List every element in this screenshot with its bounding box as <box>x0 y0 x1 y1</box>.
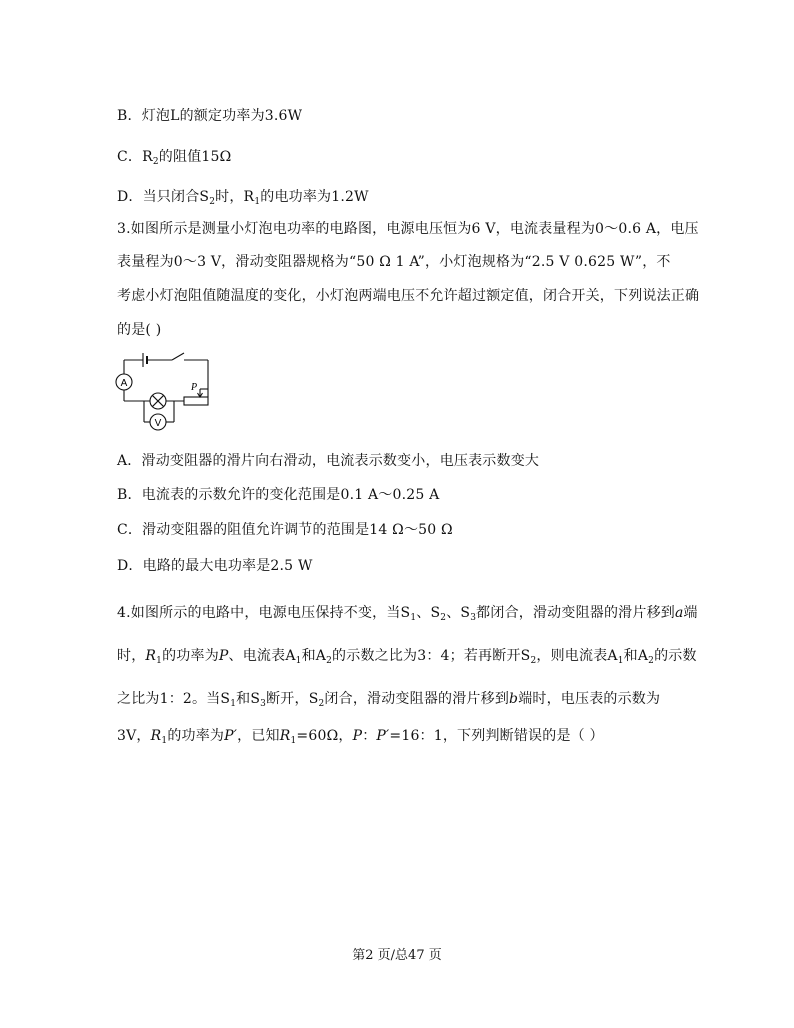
ammeter-label: A <box>120 378 128 389</box>
q4-l2-t6: ，则电流表A <box>536 648 618 664</box>
q3-stem-line-1: 3.如图所示是测量小灯泡电功率的电路图，电源电压恒为6 V，电流表量程为0～0.6 A，电压 <box>117 221 699 237</box>
q4-l4-t4: =60Ω， <box>296 728 353 744</box>
switch-blade <box>172 353 184 360</box>
q4-l3-t2: 和S <box>236 691 261 707</box>
q4-l2-ss: 2 <box>530 656 537 666</box>
q4-l2-p: P <box>218 648 229 664</box>
q2-option-c <box>117 148 231 166</box>
q2-option-b <box>117 107 302 125</box>
q4-l3-s2: 2 <box>318 699 325 709</box>
q4-l1-a: a <box>674 605 684 621</box>
q4-l1-s1: 1 <box>410 613 417 623</box>
page-footer: 第2 页/总47 页 <box>352 948 442 963</box>
q2-option-d-mid: 时，R <box>215 189 255 205</box>
q3-option-c: C．滑动变阻器的阻值允许调节的范围是14 Ω～50 Ω <box>117 522 453 538</box>
q2-option-c-pre: C．R <box>117 149 153 165</box>
q4-l2-as2: 2 <box>326 656 333 666</box>
q4-l2-t3: 、电流表A <box>228 648 296 664</box>
q4-l1-s2: 2 <box>440 613 447 623</box>
q4-l1-t5: 端 <box>683 605 698 621</box>
q4-l3-s3: 3 <box>260 699 267 709</box>
q4-l4-t6: =16：1，下列判断错误的是（ ） <box>389 728 604 744</box>
q2-option-c-post: 的阻值15Ω <box>158 149 232 165</box>
q4-l4-r2: R <box>279 728 291 744</box>
q4-l1-t1: 4.如图所示的电路中，电源电压保持不变，当S <box>117 605 411 621</box>
q4-l2-t1: 时， <box>117 648 146 664</box>
q4-l1-t3: 、S <box>446 605 471 621</box>
q4-l2-t8: 的示数 <box>654 648 697 664</box>
circuit-diagram <box>112 348 216 434</box>
q4-l2-r: R <box>145 648 157 664</box>
q3-stem-line-3: 考虑小灯泡阻值随温度的变化，小灯泡两端电压不允许超过额定值，闭合开关，下列说法正确 <box>117 288 700 304</box>
q4-l3-t5: 端时，电压表的示数为 <box>518 691 661 707</box>
voltmeter-label: V <box>154 418 162 429</box>
q4-l2-as3: 1 <box>617 656 624 666</box>
q4-l3-t4: 闭合，滑动变阻器的滑片移到 <box>324 691 510 707</box>
q4-l4-t3: ，已知 <box>237 728 280 744</box>
q3-option-a: A．滑动变阻器的滑片向右滑动，电流表示数变小，电压表示数变大 <box>117 453 540 469</box>
q4-l2-rs: 1 <box>156 656 163 666</box>
q4-l3-t1: 之比为1：2。当S <box>117 691 231 707</box>
q3-option-b: B．电流表的示数允许的变化范围是0.1 A～0.25 A <box>117 487 440 503</box>
q4-stem-line-1 <box>117 604 698 622</box>
q4-l4-t1: 3V， <box>117 728 151 744</box>
q4-l4-rs2: 1 <box>290 736 297 746</box>
q4-l3-s1: 1 <box>230 699 237 709</box>
q4-l3-b: b <box>509 691 519 707</box>
q3-option-d: D．电路的最大电功率是2.5 W <box>117 558 313 574</box>
q2-option-d <box>117 188 369 206</box>
q4-l3-t3: 断开，S <box>266 691 319 707</box>
rheostat-body <box>184 397 208 405</box>
q4-l2-t2: 的功率为 <box>162 648 219 664</box>
q4-stem-line-4 <box>117 727 604 745</box>
q4-l2-as1: 1 <box>295 656 302 666</box>
q4-l1-t2: 、S <box>416 605 441 621</box>
q4-l4-p2: P′ <box>376 728 390 744</box>
q4-l4-r: R <box>150 728 162 744</box>
q2-option-d-pre: D．当只闭合S <box>117 189 210 205</box>
q4-l2-t5: 的示数之比为3：4；若再断开S <box>332 648 531 664</box>
slider-label: P <box>191 382 198 393</box>
q2-option-d-sub1: 2 <box>209 197 216 207</box>
q4-l2-t7: 和A <box>623 648 649 664</box>
q4-stem-line-2 <box>117 647 697 665</box>
q3-stem-line-4: 的是( ) <box>117 322 162 338</box>
q4-l1-s3: 3 <box>470 613 477 623</box>
q4-l4-p: P′ <box>224 728 238 744</box>
q4-l1-t4: 都闭合，滑动变阻器的滑片移到 <box>476 605 675 621</box>
q4-l2-as4: 2 <box>648 656 655 666</box>
q4-stem-line-3 <box>117 690 660 708</box>
q2-option-c-sub: 2 <box>152 157 159 167</box>
q4-l4-p1: P <box>352 728 363 744</box>
q4-l2-t4: 和A <box>301 648 327 664</box>
q2-option-d-post: 的电功率为1.2W <box>260 189 369 205</box>
q3-stem-line-2: 表量程为0～3 V，滑动变阻器规格为“50 Ω 1 A”，小灯泡规格为“2.5 V 0.625 W”，不 <box>117 254 671 270</box>
q4-l4-t5: ： <box>362 728 377 744</box>
q2-option-b-text: B．灯泡L的额定功率为3.6W <box>117 108 303 124</box>
q4-l4-rs: 1 <box>161 736 168 746</box>
q2-option-d-sub2: 1 <box>254 197 261 207</box>
q4-l4-t2: 的功率为 <box>167 728 225 744</box>
